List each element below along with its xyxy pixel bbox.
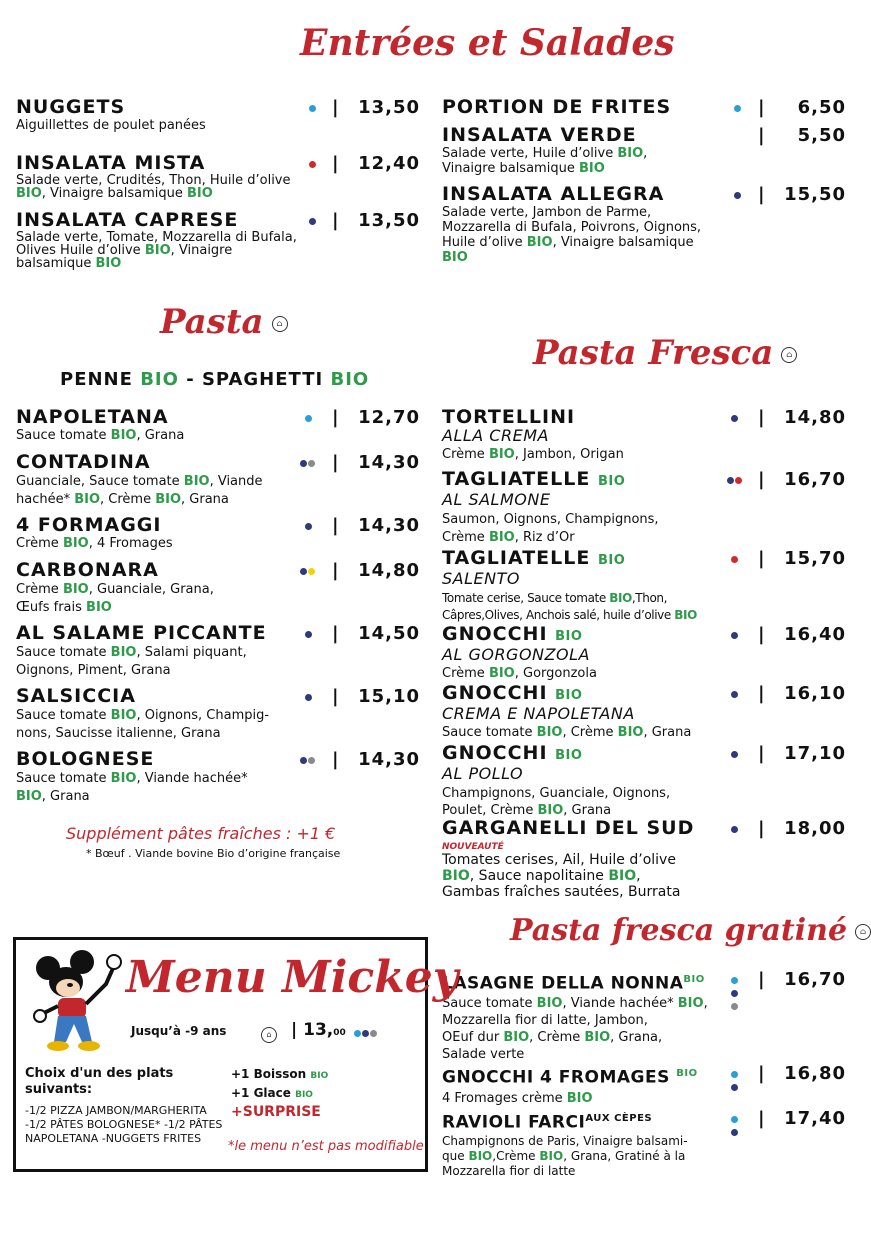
item-desc: Salade verte, Huile d’olive BIO, Vinaigre balsamique BIO bbox=[442, 146, 648, 176]
item-desc: Sauce tomate BIO, Salami piquant, Oignons, Piment, Grana bbox=[16, 645, 247, 678]
menu-item-tagliatelle-salento bbox=[442, 548, 697, 624]
dot-indicator bbox=[731, 691, 738, 698]
menu-item-salame-piccante bbox=[16, 623, 267, 680]
separator: | bbox=[758, 624, 765, 645]
item-desc: Tomate cerise, Sauce tomate BIO,Thon, Câpres,Olives, Anchois salé, huile d’olive BIO bbox=[442, 591, 697, 622]
item-name: SALSICCIA bbox=[16, 685, 136, 707]
separator: | bbox=[758, 407, 765, 428]
dot-indicator bbox=[300, 460, 315, 467]
item-desc: Crème BIO, Gorgonzola bbox=[442, 666, 597, 681]
menu-item-insalata-mista bbox=[16, 153, 306, 200]
pot-icon: ⌂ bbox=[855, 924, 871, 940]
item-name: CONTADINA bbox=[16, 451, 151, 473]
mickey-price: | 13,00 bbox=[291, 1020, 346, 1040]
pasta-header-text: Pasta bbox=[160, 302, 264, 342]
item-name: GNOCCHI 4 FROMAGES $^{BIO}$ bbox=[442, 1067, 698, 1088]
dot-indicator bbox=[731, 415, 738, 422]
menu-item-contadina bbox=[16, 452, 286, 509]
item-desc: Sauce tomate BIO, Grana bbox=[16, 428, 185, 443]
item-name: GNOCCHI BIO bbox=[442, 623, 583, 645]
dot-indicator bbox=[305, 694, 312, 701]
item-name: GARGANELLI DEL SUD bbox=[442, 817, 695, 839]
item-desc: Sauce tomate BIO, Oignons, Champig- nons, Saucisse italienne, Grana bbox=[16, 708, 270, 741]
extras bbox=[231, 1066, 328, 1121]
item-name: INSALATA VERDE bbox=[442, 124, 637, 146]
item-price: 14,30 bbox=[358, 749, 420, 770]
item-name: RAVIOLI $FARCI^{AUX CÈPES}$ bbox=[442, 1112, 653, 1133]
item-price: 17,10 bbox=[784, 743, 846, 764]
item-price: 12,70 bbox=[358, 407, 420, 428]
menu-item-gnocchi-4-fromages bbox=[442, 1063, 698, 1106]
item-name: NAPOLETANA bbox=[16, 406, 169, 428]
dot-indicator bbox=[305, 631, 312, 638]
item-price: 14,30 bbox=[358, 452, 420, 473]
dot-indicator bbox=[309, 161, 316, 168]
menu-item-garganelli bbox=[442, 818, 712, 900]
pasta-gratine-header bbox=[510, 913, 871, 948]
item-name: AL SALAME PICCANTE bbox=[16, 622, 267, 644]
separator: | bbox=[758, 683, 765, 704]
separator: | bbox=[758, 1108, 765, 1129]
dot-indicator bbox=[727, 477, 742, 484]
plat-options: -1/2 PIZZA JAMBON/MARGHERITA -1/2 PÂTES BOLOGNESE* -1/2 PÂTES NAPOLETANA -NUGGETS FRITES bbox=[25, 1104, 223, 1145]
item-desc: Saumon, Oignons, Champignons, Crème BIO, Riz d’Or bbox=[442, 512, 659, 545]
menu-item-salsiccia bbox=[16, 686, 269, 743]
item-name: 4 FORMAGGI bbox=[16, 514, 162, 536]
dot-indicator bbox=[300, 568, 315, 575]
menu-item-tortellini bbox=[442, 407, 624, 462]
item-desc: Sauce tomate BIO, Crème BIO, Grana bbox=[442, 725, 692, 740]
pot-icon: ⌂ bbox=[781, 347, 797, 363]
item-desc: Salade verte, Jambon de Parme, Mozzarella di Bufala, Poivrons, Oignons, Huile d’olive BIO, Vinaigre balsamique BIO bbox=[442, 205, 702, 265]
item-price: 18,00 bbox=[784, 818, 846, 839]
item-desc: Salade verte, Crudités, Thon, Huile d’olive BIO, Vinaigre balsamique BIO bbox=[16, 173, 291, 201]
item-price: 14,80 bbox=[358, 560, 420, 581]
item-name: INSALATA CAPRESE bbox=[16, 209, 239, 231]
item-name: TAGLIATELLE BIO bbox=[442, 547, 626, 569]
separator: | bbox=[332, 515, 339, 536]
separator: | bbox=[332, 452, 339, 473]
pasta-fresca-header bbox=[533, 333, 797, 373]
separator: | bbox=[758, 743, 765, 764]
dot-indicator bbox=[300, 757, 315, 764]
separator: | bbox=[758, 125, 765, 146]
pasta-subtitle: PENNE BIO - SPAGHETTI BIO bbox=[60, 369, 370, 390]
item-subname: CREMA E NAPOLETANA bbox=[442, 704, 635, 723]
dot-indicator bbox=[354, 1030, 377, 1037]
dot-indicator bbox=[731, 977, 738, 1010]
item-desc: Crème BIO, 4 Fromages bbox=[16, 536, 173, 551]
dot-indicator bbox=[731, 556, 738, 563]
item-subname: ALLA CREMA bbox=[442, 426, 549, 445]
dot-indicator bbox=[734, 192, 741, 199]
separator: | bbox=[332, 749, 339, 770]
item-name: NUGGETS bbox=[16, 96, 126, 118]
pot-icon: ⌂ bbox=[272, 316, 288, 332]
item-name: CARBONARA bbox=[16, 559, 159, 581]
item-desc: Champignons, Guanciale, Oignons, Poulet, Crème BIO, Grana bbox=[442, 786, 671, 818]
separator: | bbox=[332, 210, 339, 231]
pasta-header bbox=[160, 302, 288, 342]
item-price: 14,80 bbox=[784, 407, 846, 428]
item-name: PORTION DE FRITES bbox=[442, 96, 672, 118]
separator: | bbox=[758, 548, 765, 569]
item-price: 14,30 bbox=[358, 515, 420, 536]
separator: | bbox=[758, 97, 765, 118]
glace-line: +1 Glace BIO bbox=[231, 1086, 313, 1100]
menu-mickey-box bbox=[13, 937, 459, 1172]
item-desc: Crème BIO, Jambon, Origan bbox=[442, 447, 624, 462]
menu-mickey-title: Menu Mickey bbox=[126, 952, 459, 1003]
menu-item-ravioli bbox=[442, 1108, 712, 1179]
item-price: 14,50 bbox=[358, 623, 420, 644]
separator: | bbox=[758, 469, 765, 490]
choose-label: Choix d'un des plats suivants: bbox=[25, 1066, 174, 1097]
menu-item-gnocchi-gorgonzola bbox=[442, 624, 597, 681]
menu-item-insalata-allegra bbox=[442, 184, 707, 265]
boeuf-note: * Bœuf . Viande bovine Bio d’origine française bbox=[86, 847, 341, 860]
new-badge: NOUVEAUTÉ bbox=[442, 842, 504, 852]
age-limit: Jusqu’à -9 ans bbox=[131, 1024, 227, 1038]
item-desc: Sauce tomate BIO, Viande hachée* BIO, Grana bbox=[16, 771, 248, 804]
item-price: 12,40 bbox=[358, 153, 420, 174]
item-price: 15,10 bbox=[358, 686, 420, 707]
menu-item-insalata-verde bbox=[442, 125, 702, 176]
item-price: 16,80 bbox=[784, 1063, 846, 1084]
dot-indicator bbox=[731, 1116, 738, 1136]
dot-indicator bbox=[309, 218, 316, 225]
item-name: BOLOGNESE bbox=[16, 748, 155, 770]
mickey-mouse-illustration bbox=[34, 944, 134, 1056]
item-price: 13,50 bbox=[358, 97, 420, 118]
menu-item-gnocchi-pollo bbox=[442, 743, 670, 819]
separator: | bbox=[758, 1063, 765, 1084]
dot-indicator bbox=[731, 1071, 738, 1091]
menu-item-tagliatelle-salmone bbox=[442, 469, 659, 547]
pot-icon: ⌂ bbox=[261, 1027, 277, 1043]
item-name: TORTELLINI bbox=[442, 406, 576, 428]
separator: | bbox=[758, 818, 765, 839]
item-price: 17,40 bbox=[784, 1108, 846, 1129]
surprise-line: +SURPRISE bbox=[231, 1104, 321, 1120]
item-desc: 4 Fromages crème BIO bbox=[442, 1090, 593, 1106]
dot-indicator bbox=[309, 105, 316, 112]
dot-indicator bbox=[305, 415, 312, 422]
menu-item-insalata-caprese bbox=[16, 210, 301, 270]
menu-item-napoletana bbox=[16, 407, 184, 443]
item-name: GNOCCHI BIO bbox=[442, 682, 583, 704]
menu-item-nuggets bbox=[16, 97, 206, 133]
item-price: 15,70 bbox=[784, 548, 846, 569]
item-name: INSALATA ALLEGRA bbox=[442, 183, 665, 205]
item-price: 6,50 bbox=[797, 97, 846, 118]
item-price: 5,50 bbox=[797, 125, 846, 146]
item-price: 16,70 bbox=[784, 969, 846, 990]
item-subname: AL GORGONZOLA bbox=[442, 645, 590, 664]
pasta-fresca-header-text: Pasta Fresca bbox=[533, 333, 774, 373]
menu-item-lasagne bbox=[442, 969, 712, 1063]
separator: | bbox=[332, 686, 339, 707]
separator: | bbox=[332, 407, 339, 428]
dot-indicator bbox=[731, 826, 738, 833]
supplement-note: Supplément pâtes fraîches : +1 € bbox=[66, 824, 336, 843]
entrees-header: Entrées et Salades bbox=[300, 22, 675, 64]
item-name: LASAGNE DELLA $NONNA^{BIO}$ bbox=[442, 973, 705, 994]
dot-indicator bbox=[731, 632, 738, 639]
separator: | bbox=[332, 97, 339, 118]
menu-item-gnocchi-crema-napoletana bbox=[442, 683, 691, 740]
item-price: 16,10 bbox=[784, 683, 846, 704]
item-price: 16,40 bbox=[784, 624, 846, 645]
dot-indicator bbox=[305, 523, 312, 530]
item-price: 16,70 bbox=[784, 469, 846, 490]
item-desc: Aiguillettes de poulet panées bbox=[16, 118, 206, 133]
separator: | bbox=[332, 623, 339, 644]
dot-indicator bbox=[734, 105, 741, 112]
pasta-gratine-header-text: Pasta fresca gratiné bbox=[510, 913, 848, 948]
menu-item-bolognese bbox=[16, 749, 248, 806]
dot-indicator bbox=[731, 751, 738, 758]
menu-item-carbonara bbox=[16, 560, 214, 617]
menu-item-4-formaggi bbox=[16, 515, 173, 551]
separator: | bbox=[758, 969, 765, 990]
item-desc: Salade verte, Tomate, Mozzarella di Bufala, Olives Huile d’olive BIO, Vinaigre balsamique BIO bbox=[16, 230, 297, 271]
menu-note: *le menu n’est pas modifiable bbox=[228, 1139, 424, 1154]
item-price: 13,50 bbox=[358, 210, 420, 231]
item-price: 15,50 bbox=[784, 184, 846, 205]
item-desc: Guanciale, Sauce tomate BIO, Viande hachée* BIO, Crème BIO, Grana bbox=[16, 474, 263, 507]
item-name: INSALATA MISTA bbox=[16, 152, 206, 174]
boisson-line: +1 Boisson BIO bbox=[231, 1067, 329, 1081]
item-subname: AL POLLO bbox=[442, 764, 524, 783]
item-desc: Tomates cerises, Ail, Huile d’olive BIO, Sauce napolitaine BIO, Gambas fraîches sautées, Burrata bbox=[442, 852, 681, 900]
separator: | bbox=[332, 153, 339, 174]
separator: | bbox=[332, 560, 339, 581]
item-desc: Sauce tomate BIO, Viande hachée* BIO, Mozzarella fior di latte, Jambon, OEuf dur BIO, Crème BIO, Grana, Salade verte bbox=[442, 995, 708, 1062]
item-desc: Champignons de Paris, Vinaigre balsami- que BIO,Crème BIO, Grana, Gratiné à la Mozzarella fior di latte bbox=[442, 1133, 688, 1178]
separator: | bbox=[758, 184, 765, 205]
item-name: TAGLIATELLE BIO bbox=[442, 468, 626, 490]
item-subname: SALENTO bbox=[442, 569, 520, 588]
item-name: GNOCCHI BIO bbox=[442, 742, 583, 764]
item-desc: Crème BIO, Guanciale, Grana, Œufs frais BIO bbox=[16, 582, 214, 615]
menu-item-frites bbox=[442, 97, 671, 118]
item-subname: AL SALMONE bbox=[442, 490, 551, 509]
